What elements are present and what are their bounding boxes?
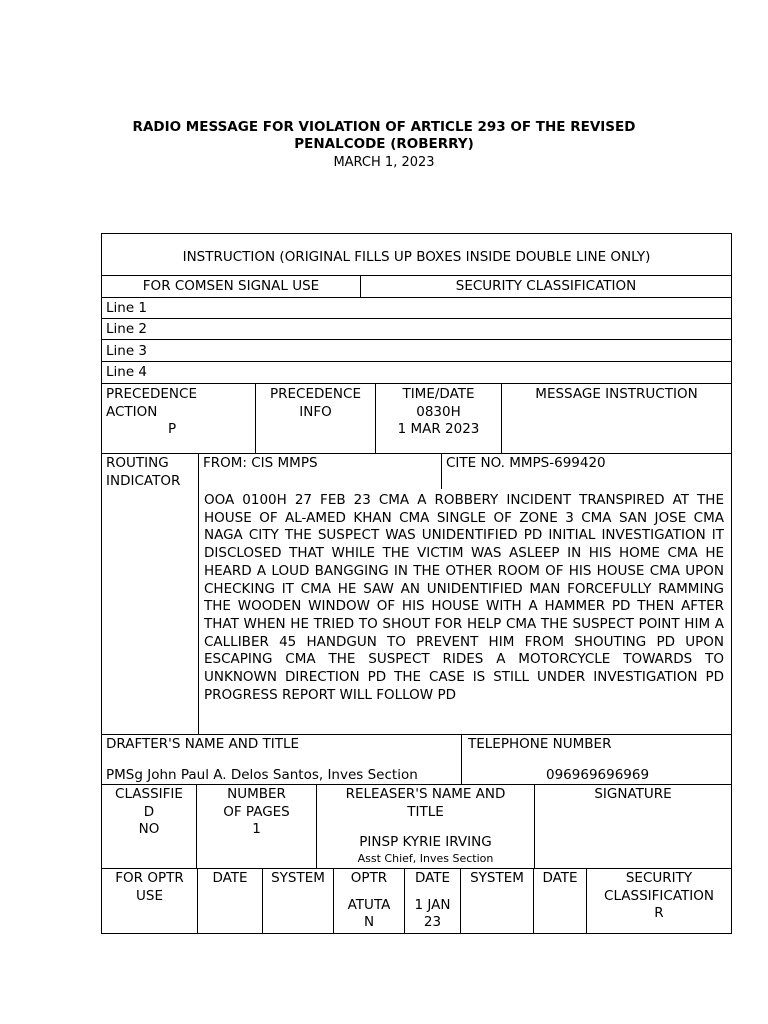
classified-label: CLASSIFIE — [115, 786, 183, 802]
sec-class-label: SECURITY — [625, 870, 693, 886]
security-classification-cell — [586, 868, 731, 933]
pages-label-2: OF PAGES — [223, 803, 290, 820]
optr-value: ATUTA — [347, 896, 391, 913]
optr-value-2: N — [363, 914, 375, 930]
releaser-label-2: TITLE — [407, 803, 444, 820]
date-2-value-2: 23 — [423, 914, 442, 930]
telephone-label: TELEPHONE NUMBER — [468, 736, 612, 752]
date-3-label: DATE — [533, 868, 586, 933]
line-4: Line 4 — [102, 361, 731, 383]
classified-label-2: D — [143, 803, 155, 820]
signature-label: SIGNATURE — [534, 784, 731, 868]
optr-use-label: FOR OPTR — [115, 870, 184, 886]
precedence-action-label-2: ACTION — [106, 403, 158, 420]
pages-label: NUMBER — [227, 786, 286, 802]
date-2-cell — [404, 868, 460, 933]
precedence-info-label: PRECEDENCE — [270, 386, 361, 402]
radio-message-form — [101, 233, 732, 934]
telephone-cell — [461, 734, 731, 784]
precedence-action-value: P — [168, 421, 177, 437]
system-1-label: SYSTEM — [262, 868, 333, 933]
drafter-label: DRAFTER'S NAME AND TITLE — [106, 736, 300, 752]
precedence-info-cell — [255, 383, 375, 453]
sec-class-value: R — [654, 905, 664, 921]
telephone-number: 096969696969 — [546, 766, 650, 783]
optr-use-cell — [102, 868, 197, 933]
sec-class-label-2: CLASSIFICATION — [604, 887, 714, 904]
pages-cell — [196, 784, 316, 868]
date-2-value: 1 JAN — [414, 896, 451, 913]
date-1-label: DATE — [197, 868, 262, 933]
line-3: Line 3 — [102, 339, 731, 361]
optr-use-label-2: USE — [136, 887, 163, 904]
title-line-2: PENALCODE (ROBERRY) — [294, 136, 474, 152]
time-date-label: TIME/DATE — [402, 386, 475, 402]
system-2-label: SYSTEM — [460, 868, 533, 933]
cite-number: CITE NO. MMPS-699420 — [441, 453, 731, 489]
security-classification-header: SECURITY CLASSIFICATION — [360, 275, 731, 297]
from-field: FROM: CIS MMPS — [198, 453, 441, 489]
classified-cell — [102, 784, 196, 868]
title-line-1: RADIO MESSAGE FOR VIOLATION OF ARTICLE 293 OF THE REVISED — [132, 119, 636, 135]
optr-cell — [333, 868, 404, 933]
instruction-text: INSTRUCTION (ORIGINAL FILLS UP BOXES INSIDE DOUBLE LINE ONLY) — [182, 249, 651, 265]
date-value: 1 MAR 2023 — [397, 421, 480, 437]
optr-label: OPTR — [350, 870, 388, 886]
message-narrative: OOA 0100H 27 FEB 23 CMA A ROBBERY INCIDENT TRANSPIRED AT THE HOUSE OF AL-AMED KHAN CMA SINGLE OF ZONE 3 CMA SAN JOSE CMA NAGA CITY THE SUSPECT WAS UNIDENTIFIED PD INITIAL INVESTIGATION IT DISCLOSED THAT WHILE THE VICTIM WAS ASLEEP IN HIS HOME CMA HE HEARD A LOUD BANGGING IN THE OTHER ROOM OF HIS HOUSE CMA UPON CHECKING IT CMA HE SAW AN UNIDENTIFIED MAN FORCEFULLY RAMMING THE WOODEN WINDOW OF HIS HOUSE WITH A HAMMER PD THEN AFTER THAT WHEN HE TRIED TO SHOUT FOR HELP CMA THE SUSPECT POINT HIM A CALLIBER 45 HANDGUN TO PREVENT HIM FROM SHOUTING PD UPON ESCAPING CMA THE SUSPECT RIDES A MOTORCYCLE TOWARDS TO UNKNOWN DIRECTION PD THE CASE IS STILL UNDER INVESTIGATION PD PROGRESS REPORT WILL FOLLOW PD — [198, 489, 731, 734]
classified-value: NO — [138, 821, 160, 837]
line-2: Line 2 — [102, 318, 731, 339]
releaser-title: Asst Chief, Inves Section — [357, 851, 494, 865]
comsen-signal-use: FOR COMSEN SIGNAL USE — [102, 275, 360, 297]
indicator-label: INDICATOR — [106, 472, 181, 489]
precedence-action-label: PRECEDENCE — [106, 386, 197, 402]
pages-value: 1 — [252, 821, 261, 837]
precedence-action-cell — [102, 383, 255, 453]
routing-label: ROUTING — [106, 455, 169, 471]
precedence-info-label-2: INFO — [299, 403, 332, 420]
line-1: Line 1 — [102, 297, 731, 318]
routing-indicator-cell — [102, 453, 198, 489]
message-instruction: MESSAGE INSTRUCTION — [501, 383, 731, 453]
drafter-name: PMSg John Paul A. Delos Santos, Inves Section — [106, 766, 418, 783]
time-value: 0830H — [416, 403, 461, 420]
time-date-cell — [375, 383, 501, 453]
date-2-label: DATE — [414, 870, 451, 886]
drafter-cell — [102, 734, 461, 784]
releaser-cell — [316, 784, 534, 868]
releaser-name: PINSP KYRIE IRVING — [359, 834, 492, 850]
message-date: MARCH 1, 2023 — [333, 155, 435, 170]
releaser-label: RELEASER'S NAME AND — [345, 786, 506, 802]
